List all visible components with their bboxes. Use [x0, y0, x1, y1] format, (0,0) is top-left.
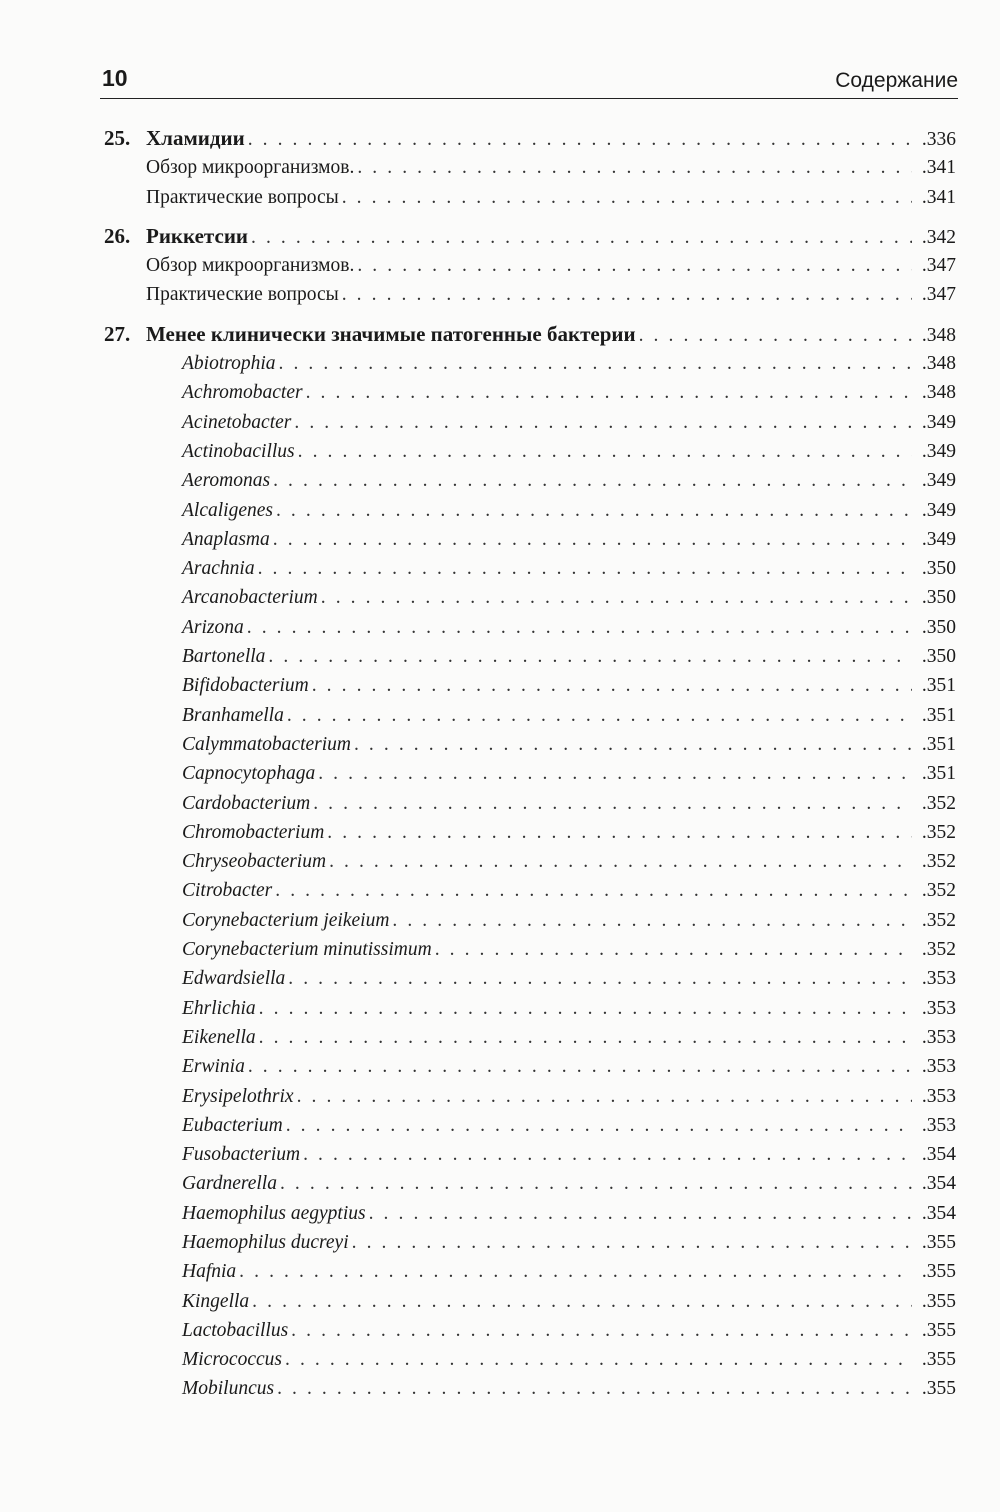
dot-leader — [259, 1023, 912, 1052]
dot-leader — [297, 1082, 912, 1111]
toc-page-number: .352 — [921, 851, 956, 873]
toc-page-number: .352 — [921, 792, 956, 814]
toc-genus-entry — [104, 964, 956, 993]
toc-entry-title — [104, 124, 245, 153]
toc-entry-title: Branhamella — [182, 704, 284, 726]
toc-genus-entry — [104, 818, 956, 847]
dot-leader — [280, 1169, 912, 1198]
toc-entry-title: Bifidobacterium — [182, 675, 309, 697]
dot-leader — [291, 1316, 912, 1345]
dot-leader — [285, 1345, 912, 1374]
toc-entry-title: Обзор микроорганизмов. — [146, 157, 355, 179]
toc-page-number: .349 — [921, 499, 956, 521]
toc-genus-entry — [104, 642, 956, 671]
toc-entry-title: Eubacterium — [182, 1114, 283, 1136]
toc-entry-title: Aeromonas — [182, 470, 271, 492]
dot-leader — [251, 223, 912, 252]
toc-page-number: .354 — [921, 1144, 956, 1166]
toc-page-number: .349 — [921, 411, 956, 433]
toc-page-number: .348 — [921, 382, 956, 404]
toc-page-number: .350 — [921, 646, 956, 668]
toc-page-number: .342 — [921, 226, 956, 248]
toc-genus-entry — [104, 1257, 956, 1286]
dot-leader — [342, 183, 912, 212]
dot-leader — [286, 1111, 912, 1140]
toc-entry-title: Chromobacterium — [182, 821, 325, 843]
toc-page-number: .350 — [921, 587, 956, 609]
toc-entry-title: Cardobacterium — [182, 792, 311, 814]
toc-entry-title: Kingella — [182, 1290, 250, 1312]
toc-entry-title: Corynebacterium jeikeium — [182, 909, 390, 931]
toc-entry-title: Обзор микроорганизмов. — [146, 255, 355, 277]
toc-page-number: .336 — [921, 129, 956, 150]
toc-genus-entry — [104, 1052, 956, 1081]
toc-page-number: .351 — [921, 763, 956, 785]
toc-page-number: .353 — [921, 1026, 956, 1048]
dot-leader — [312, 671, 912, 700]
dot-leader — [273, 525, 912, 554]
toc-page-number: .353 — [921, 968, 956, 990]
dot-leader — [252, 1287, 912, 1316]
dot-leader — [357, 153, 912, 182]
toc-page-number: .348 — [921, 353, 956, 375]
chapter-number: 26. — [104, 223, 131, 248]
toc-entry-title: Практические вопросы — [146, 186, 339, 208]
toc-genus-entry — [104, 701, 956, 730]
running-title: Содержание — [835, 69, 958, 92]
toc-genus-entry — [104, 1023, 956, 1052]
toc-page-number: .355 — [921, 1349, 956, 1371]
toc-page-number: .355 — [921, 1231, 956, 1253]
dot-leader — [288, 964, 912, 993]
toc-entry-title: Erysipelothrix — [182, 1085, 294, 1107]
toc-entry-title: Erwinia — [182, 1056, 245, 1078]
toc-genus-entry — [104, 994, 956, 1023]
toc-genus-entry — [104, 613, 956, 642]
dot-leader — [342, 280, 912, 309]
toc-genus-entry — [104, 1082, 956, 1111]
toc-section-entry — [104, 153, 956, 182]
dot-leader — [369, 1199, 912, 1228]
toc-page-number: .349 — [921, 528, 956, 550]
page-number: 10 — [102, 65, 128, 91]
toc-entry-title: Micrococcus — [182, 1349, 282, 1371]
dot-leader — [313, 789, 912, 818]
toc-entry-title: Практические вопросы — [146, 284, 339, 306]
dot-leader — [306, 378, 912, 407]
dot-leader — [258, 554, 912, 583]
toc-genus-entry — [104, 1374, 956, 1403]
toc-page-number: .355 — [921, 1290, 956, 1312]
dot-leader — [247, 613, 912, 642]
dot-leader — [327, 818, 912, 847]
toc-page-number: .351 — [921, 733, 956, 755]
toc-genus-entry — [104, 1140, 956, 1169]
toc-genus-entry — [104, 1287, 956, 1316]
toc-genus-entry — [104, 730, 956, 759]
toc-genus-entry — [104, 1111, 956, 1140]
toc-genus-entry — [104, 466, 956, 495]
toc-entry-title — [104, 222, 248, 251]
toc-entry-title: Achromobacter — [182, 382, 303, 404]
toc-entry-title: Arcanobacterium — [182, 587, 318, 609]
dot-leader — [329, 847, 912, 876]
toc-genus-entry — [104, 906, 956, 935]
toc-page-number: .349 — [921, 440, 956, 462]
toc-genus-entry — [104, 378, 956, 407]
toc-page-number: .353 — [921, 1056, 956, 1078]
toc-page-number: .351 — [921, 675, 956, 697]
toc-page-number: .341 — [921, 157, 956, 179]
toc-entry-title: Fusobacterium — [182, 1144, 301, 1166]
toc-genus-entry — [104, 437, 956, 466]
toc-page-number: .347 — [921, 284, 956, 306]
toc-entry-title: Gardnerella — [182, 1173, 277, 1195]
dot-leader — [298, 437, 912, 466]
toc-page-number: .350 — [921, 616, 956, 638]
chapter-title: Хламидии — [146, 126, 245, 150]
toc-page-number: .355 — [921, 1261, 956, 1283]
toc-genus-entry — [104, 789, 956, 818]
toc-page-number: .352 — [921, 939, 956, 961]
dot-leader — [352, 1228, 912, 1257]
chapter-title: Менее клинически значимые патогенные бактерии — [146, 321, 636, 346]
toc-page-number: .355 — [921, 1378, 956, 1400]
dot-leader — [639, 321, 912, 350]
toc-entry-title: Chryseobacterium — [182, 851, 327, 873]
toc-genus-entry — [104, 349, 956, 378]
toc-entry-title: Ehrlichia — [182, 997, 256, 1019]
toc-chapter-entry — [104, 124, 956, 153]
toc-entry-title: Arachnia — [182, 558, 255, 580]
toc-page-number: .352 — [921, 909, 956, 931]
toc-genus-entry — [104, 525, 956, 554]
toc-page-number: .351 — [921, 704, 956, 726]
dot-leader — [273, 466, 912, 495]
dot-leader — [277, 1374, 912, 1403]
toc-page-number: .354 — [921, 1173, 956, 1195]
toc-entry-title: Anaplasma — [182, 528, 270, 550]
toc-entry-title: Actinobacillus — [182, 440, 295, 462]
dot-leader — [259, 994, 912, 1023]
dot-leader — [294, 408, 912, 437]
toc-genus-entry — [104, 847, 956, 876]
toc-section-entry — [104, 251, 956, 280]
toc-genus-entry — [104, 759, 956, 788]
page-header — [100, 58, 958, 99]
dot-leader — [287, 701, 912, 730]
toc-entry-title: Corynebacterium minutissimum — [182, 939, 432, 961]
toc-genus-entry — [104, 408, 956, 437]
dot-leader — [248, 125, 912, 154]
toc-entry-title: Hafnia — [182, 1261, 237, 1283]
toc-genus-entry — [104, 1169, 956, 1198]
chapter-title: Риккетсии — [146, 223, 249, 248]
dot-leader — [435, 935, 912, 964]
toc-entry-title: Citrobacter — [182, 880, 273, 902]
toc-entry-title: Alcaligenes — [182, 499, 273, 521]
toc-genus-entry — [104, 876, 956, 905]
toc-genus-entry — [104, 935, 956, 964]
toc-section-entry — [104, 280, 956, 309]
toc-page-number: .353 — [921, 1114, 956, 1136]
table-of-contents — [104, 124, 956, 1404]
toc-page-number: .353 — [921, 1085, 956, 1107]
dot-leader — [279, 349, 912, 378]
toc-genus-entry — [104, 496, 956, 525]
toc-entry-title: Capnocytophaga — [182, 763, 316, 785]
toc-entry-title: Abiotrophia — [182, 353, 276, 375]
toc-genus-entry — [104, 583, 956, 612]
dot-leader — [303, 1140, 912, 1169]
dot-leader — [275, 876, 912, 905]
toc-entry-title: Eikenella — [182, 1026, 256, 1048]
toc-page-number: .347 — [921, 255, 956, 277]
toc-entry-title: Arizona — [182, 616, 244, 638]
toc-entry-title — [104, 320, 636, 349]
toc-entry-title: Edwardsiella — [182, 968, 286, 990]
dot-leader — [354, 730, 912, 759]
toc-page-number: .348 — [921, 324, 956, 346]
dot-leader — [357, 251, 912, 280]
dot-leader — [321, 583, 912, 612]
toc-page-number: .354 — [921, 1202, 956, 1224]
toc-page-number: .355 — [921, 1319, 956, 1341]
dot-leader — [248, 1052, 912, 1081]
toc-page-number: .353 — [921, 997, 956, 1019]
chapter-number: 27. — [104, 321, 131, 346]
toc-chapter-entry — [104, 320, 956, 349]
toc-genus-entry — [104, 1228, 956, 1257]
toc-page-number: .349 — [921, 470, 956, 492]
toc-genus-entry — [104, 554, 956, 583]
toc-entry-title: Lactobacillus — [182, 1319, 289, 1341]
toc-entry-title: Calymmatobacterium — [182, 733, 351, 755]
toc-entry-title: Haemophilus aegyptius — [182, 1202, 366, 1224]
toc-entry-title: Acinetobacter — [182, 411, 292, 433]
toc-page-number: .350 — [921, 558, 956, 580]
toc-entry-title: Mobiluncus — [182, 1378, 275, 1400]
toc-page-number: .352 — [921, 821, 956, 843]
dot-leader — [268, 642, 912, 671]
toc-page-number: .341 — [921, 186, 956, 208]
dot-leader — [276, 496, 912, 525]
toc-genus-entry — [104, 1345, 956, 1374]
dot-leader — [239, 1257, 912, 1286]
chapter-number: 25. — [104, 126, 131, 150]
toc-genus-entry — [104, 671, 956, 700]
toc-genus-entry — [104, 1199, 956, 1228]
toc-entry-title: Haemophilus ducreyi — [182, 1231, 349, 1253]
toc-chapter-entry — [104, 222, 956, 251]
toc-section-entry — [104, 183, 956, 212]
toc-page-number: .352 — [921, 880, 956, 902]
dot-leader — [392, 906, 912, 935]
toc-entry-title: Bartonella — [182, 646, 266, 668]
dot-leader — [318, 759, 912, 788]
toc-genus-entry — [104, 1316, 956, 1345]
